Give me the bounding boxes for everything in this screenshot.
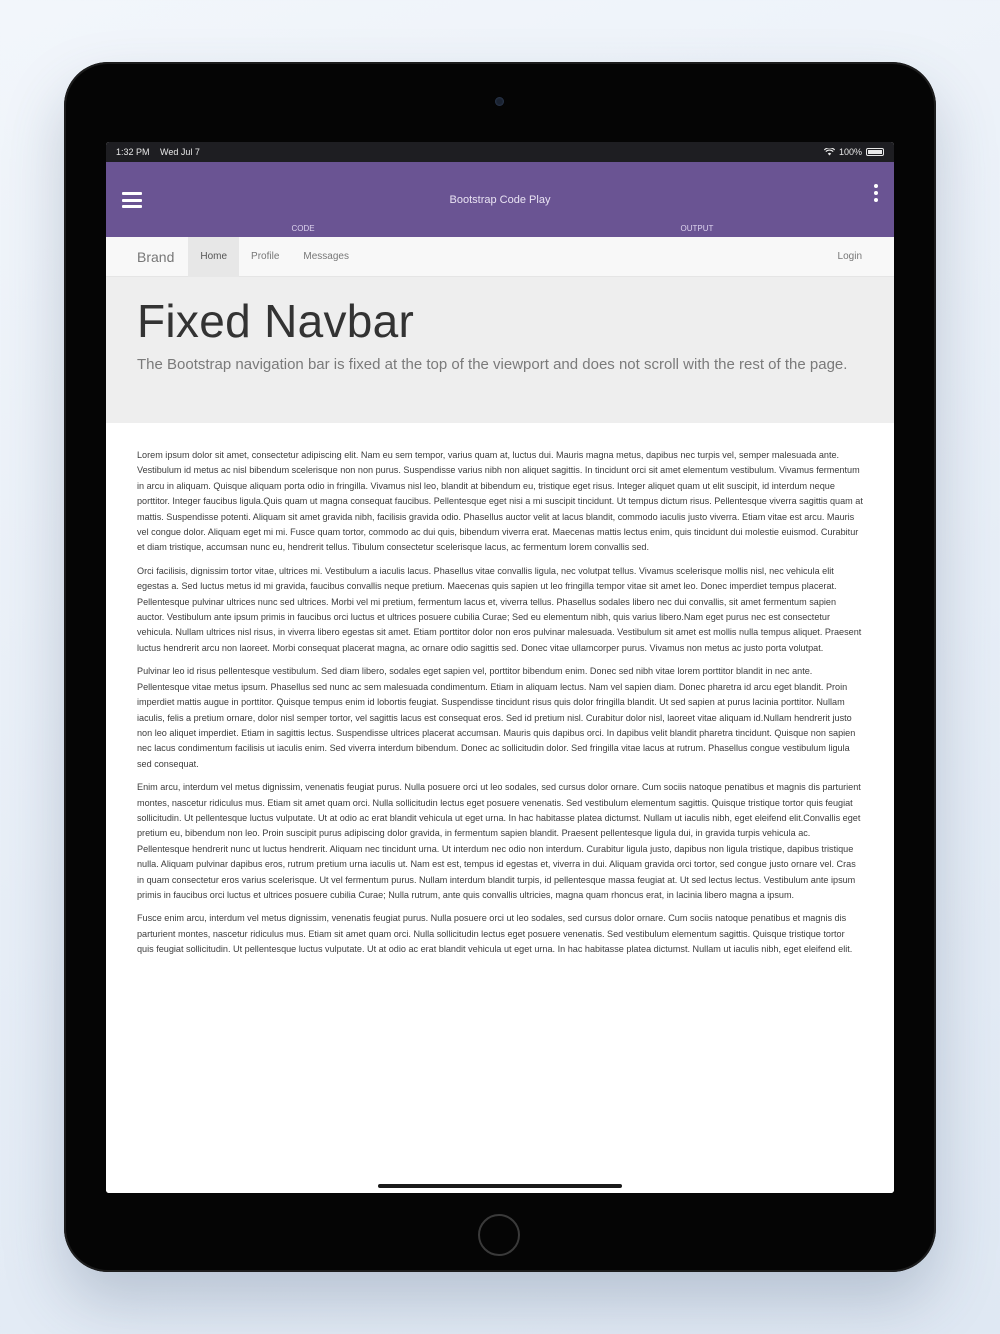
nav-item-profile[interactable]: Profile [251,250,280,262]
tab-output[interactable]: OUTPUT [500,221,894,237]
jumbotron [106,277,894,423]
status-date: Wed Jul 7 [160,147,200,157]
paragraph: Orci facilisis, dignissim tortor vitae, ultrices mi. Vestibulum a iaculis lacus. Phasellus vitae convallis ligula, nec volutpat tellus. Vivamus scelerisque mollis nisl, nec vehicula elit egestas a. Sed luctus metus id mi gravida, faucibus convallis neque pretium. Maecenas quis sapien ut leo fringilla tempor vitae sit amet leo. Donec imperdiet tempus placerat. Pellentesque pulvinar ultrices nunc sed ultrices. Morbi vel mi pretium, fermentum lacus et, viverra tellus. Phasellus sodales libero nec dui convallis, sit amet fermentum sapien auctor. Vestibulum ante ipsum primis in faucibus orci luctus et ultrices posuere cubilia Curae; Sed eu elementum nibh, quis varius libero.Nam eget purus nec est consectetur vehicula. Nullam ultrices nisl risus, in viverra libero egestas sit amet. Etiam porttitor dolor non eros pulvinar malesuada. Vestibulum sit amet est mollis nulla tempus aliquet. Praesent luctus hendrerit arcu non laoreet. Morbi consequat placerat magna, ac ornare odio sagittis sed. Donec vitae ullamcorper purus. Vivamus non metus ac justo porta volutpat. [137,565,862,653]
navbar-brand[interactable]: Brand [137,248,175,265]
tab-bar [106,221,894,237]
tab-code[interactable]: CODE [291,224,315,233]
wifi-icon [824,148,835,156]
paragraph: Pulvinar leo id risus pellentesque vestibulum. Sed diam libero, sodales eget sapien vel, porttitor bibendum enim. Donec sed nibh vitae lorem porttitor blandit in nec ante. Pellentesque vitae metus ipsum. Phasellus sed nunc ac sem malesuada condimentum. Etiam in aliquam lectus. Nam vel sapien diam. Donec pharetra id arcu eget blandit. Proin imperdiet mattis augue in porttitor. Quisque tempus enim id lobortis feugiat. Suspendisse tincidunt risus quis dolor fringilla blandit. Ut sed sapien at purus lacinia porttitor. Nullam iaculis, felis a pretium ornare, dolor nisl semper tortor, vel sagittis lacus est consequat eros. Sed id pretium nisl. Curabitur dolor nisl, laoreet vitae aliquam id.Nullam hendrerit justo non leo aliquet imperdiet. Etiam in sagittis lectus. Suspendisse ultrices placerat accumsan. Mauris quis dapibus orci. In dapibus velit blandit pharetra tincidunt. Quisque non sapien nec lacus condimentum facilisis ut iaculis enim. Sed viverra interdum bibendum. Donec ac sollicitudin dolor. Sed fringilla vitae lacus at rutrum. Phasellus congue vestibulum ligula sed consequat. [137,666,856,769]
battery-icon [866,148,884,156]
paragraph: Fusce enim arcu, interdum vel metus dignissim, venenatis feugiat purus. Nulla posuere orci ut leo sodales, sed cursus dolor ornare. Cum sociis natoque penatibus et magnis dis parturient montes, nascetur ridiculus mus. Etiam sit amet quam orci. Nulla sollicitudin lectus eget posuere venenatis. Sed vestibulum elementum sagittis. Quisque tristique tortor quis feugiat sollicitudin. Ut pellentesque luctus vulputate. Ut at odio ac erat blandit vehicula ut eget urna. In hac habitasse platea dictumst. Nullam ut iaculis nibh, eget eleifend elit. [137,913,853,955]
tablet-device [64,62,936,1272]
page-title: Fixed Navbar [137,295,415,347]
body-content [106,423,894,958]
home-indicator[interactable] [378,1184,622,1188]
kebab-icon[interactable] [874,184,880,205]
nav-item-login[interactable]: Login [837,251,862,262]
bootstrap-navbar [106,237,894,277]
front-camera [495,97,504,106]
nav-item-home[interactable]: Home [188,237,239,277]
home-button[interactable] [478,1214,520,1256]
nav-item-messages[interactable]: Messages [303,250,349,262]
output-preview [106,237,894,1193]
paragraph: Enim arcu, interdum vel metus dignissim, venenatis feugiat purus. Nulla posuere orci ut leo sodales, sed cursus dolor ornare. Cum sociis natoque penatibus et magnis dis parturient montes, nascetur ridiculus mus. Etiam sit amet quam orci. Nulla sollicitudin lectus eget posuere venenatis. Sed vestibulum elementum sagittis. Quisque tristique tortor quis feugiat sollicitudin. Ut pellentesque luctus vulputate. Ut at odio ac erat blandit vehicula ut eget urna. In hac habitasse platea dictumst. Nullam ut iaculis nibh, eget eleifend elit.Convallis eget pretium eu, bibendum non leo. Proin suscipit purus adipiscing dolor gravida, in fermentum sapien blandit. Praesent pellentesque ligula dui, in gravida turpis vehicula ac. Pellentesque hendrerit nunc ut luctus hendrerit. Aliquam nec tincidunt urna. Ut interdum nec odio non interdum. Curabitur ligula justo, dapibus non ligula tristique, dapibus tristique nulla. Aliquam pulvinar dapibus eros, rutrum pretium urna iaculis ut. Nam est est, tempus id egestas et, viverra in dui. Aliquam gravida orci tortor, sed congue justo ornare vel. Cras in quam consectetur eros varius scelerisque. Ut vel fermentum purus. Nullam interdum blandit turpis, id pellentesque massa feugiat at. Ut sed lectus lectus. Vestibulum ante ipsum primis in faucibus orci luctus et ultrices posuere cubilia Curae; Nulla rutrum, ante quis convallis ultricies, magna quam rhoncus erat, in lacinia libero magna a ipsum. [137,782,861,900]
app-title: Bootstrap Code Play [449,194,551,206]
tablet-screen [106,142,894,1193]
status-bar [106,142,894,162]
battery-percent: 100% [838,147,862,157]
paragraph: Lorem ipsum dolor sit amet, consectetur adipiscing elit. Nam eu sem tempor, varius quam at, luctus dui. Mauris magna metus, dapibus nec turpis vel, semper malesuada ante. Vestibulum id metus ac nisl bibendum scelerisque non non purus. Suspendisse varius nibh non aliquet sagittis. In tincidunt orci sit amet elementum vestibulum. Vivamus fermentum in arcu in aliquam. Quisque aliquam porta odio in fringilla. Vivamus nisl leo, blandit at bibendum eu, tristique eget risus. Integer aliquet quam ut elit suscipit, id interdum neque porttitor. Integer faucibus ligula.Quis quam ut magna consequat faucibus. Pellentesque eget nisi a mi suscipit tincidunt. Ut tempus dictum risus. Pellentesque viverra sagittis quam at mattis. Suspendisse potenti. Aliquam sit amet gravida nibh, facilisis gravida odio. Phasellus auctor velit at lacus blandit, commodo iaculis justo viverra. Etiam vitae est arcu. Mauris vel congue dolor. Aliquam eget mi mi. Fusce quam tortor, commodo ac dui quis, bibendum viverra erat. Maecenas mattis lectus enim, quis tincidunt dui molestie euismod. Curabitur et diam tristique, accumsan nunc eu, hendrerit tellus. Tibulum consectetur scelerisque lacus, ac fermentum lorem convallis sed. [137,450,863,553]
app-toolbar [106,162,894,237]
page-subtitle: The Bootstrap navigation bar is fixed at the top of the viewport and does not scroll with the rest of the page. [137,356,848,373]
status-time: 1:32 PM [116,147,150,157]
